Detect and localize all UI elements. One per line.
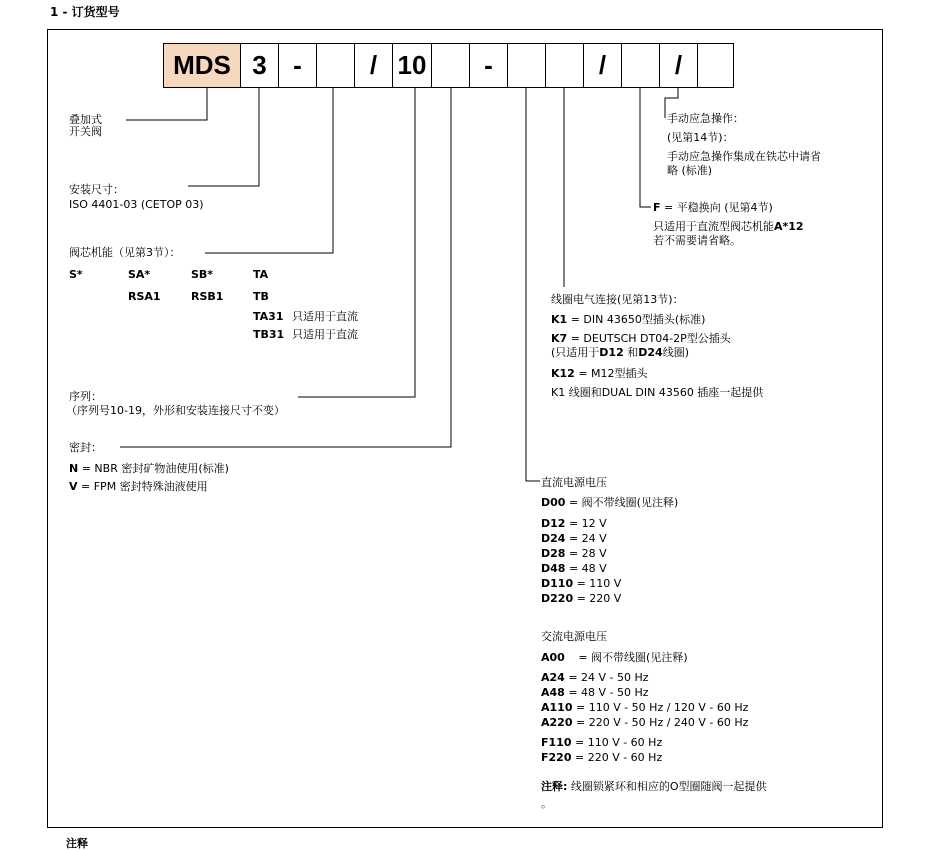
dc-value: = 24 V <box>568 532 607 545</box>
seal-v-code: V <box>69 480 78 493</box>
dc-row <box>541 547 607 560</box>
ac-value: = 48 V - 50 Hz <box>568 686 649 699</box>
dc-value: = 220 V <box>576 592 622 605</box>
ac-a00 <box>541 651 688 664</box>
note-label: 注释: <box>541 780 568 793</box>
ac-f-code: F110 <box>541 736 572 749</box>
spool-tb31: TB31 <box>253 328 285 341</box>
electrical-k7-note <box>551 346 689 359</box>
code-box-slash-3: / <box>659 43 698 88</box>
f-option-note-2: 若不需要请省略。 <box>653 234 741 247</box>
dc-value: = 12 V <box>568 517 607 530</box>
spool-sa: SA* <box>128 268 151 281</box>
dc-code: D24 <box>541 532 566 545</box>
spool-ta31: TA31 <box>253 310 284 323</box>
f-option-note-1-bold: A*12 <box>774 220 804 233</box>
f-option-note-1 <box>653 220 804 233</box>
dc-code: D110 <box>541 577 574 590</box>
ac-row <box>541 686 649 699</box>
seals-label: 密封： <box>69 441 102 454</box>
dc-row <box>541 577 621 590</box>
f-option-note-1-text: 只适用于直流型阀芯机能 <box>653 220 774 233</box>
dc-value: = 110 V <box>576 577 622 590</box>
dc-label: 直流电源电压 <box>541 476 607 489</box>
ac-row <box>541 701 748 714</box>
manual-ref: (见第14节)： <box>667 131 734 144</box>
ac-f-value: = 110 V - 60 Hz <box>574 736 663 749</box>
leader-valve-type <box>126 88 207 120</box>
note <box>541 780 767 793</box>
electrical-k1-code: K1 <box>551 313 568 326</box>
spool-rsa1: RSA1 <box>128 290 161 303</box>
electrical-label: 线圈电气连接(见第13节)： <box>551 293 684 306</box>
electrical-k1 <box>551 313 705 326</box>
leader-spool <box>205 88 333 253</box>
k7-note-b: D12 <box>599 346 624 359</box>
seal-v <box>69 480 208 493</box>
ac-f-value: = 220 V - 60 Hz <box>574 751 663 764</box>
ac-code: A24 <box>541 671 565 684</box>
code-box-size: 3 <box>240 43 279 88</box>
ac-f-code: F220 <box>541 751 572 764</box>
electrical-k1-dual: K1 线圈和DUAL DIN 43560 插座一起提供 <box>551 386 764 399</box>
k7-note-e: 线圈) <box>662 346 689 359</box>
section-heading: 1 - 订货型号 <box>50 5 120 19</box>
ac-label: 交流电源电压 <box>541 630 607 643</box>
note-text: 线圈锁紧环和相应的O型圈随阀一起提供 <box>567 780 767 793</box>
electrical-k12-text: = M12型插头 <box>578 367 648 380</box>
k7-note-d: D24 <box>638 346 663 359</box>
electrical-k7-code: K7 <box>551 332 568 345</box>
ac-a00-code: A00 <box>541 651 565 664</box>
ac-f-row <box>541 736 662 749</box>
dc-code: D28 <box>541 547 566 560</box>
dc-row <box>541 517 607 530</box>
leader-series <box>298 88 415 397</box>
seal-n-text: = NBR 密封矿物油使用(标准) <box>81 462 229 475</box>
dc-d00-text: = 阀不带线圈(见注释) <box>568 496 679 509</box>
electrical-k7 <box>551 332 731 345</box>
code-box-mds: MDS <box>163 43 241 88</box>
leader-seals <box>120 88 451 447</box>
code-box-slash-1: / <box>354 43 393 88</box>
spool-tb31-note: 只适用于直流 <box>292 328 358 341</box>
manual-desc-2: 略 (标准) <box>667 164 713 177</box>
spool-rsb1: RSB1 <box>191 290 224 303</box>
footer-partial-text: 注释 <box>66 837 88 850</box>
k7-note-a: (只适用于 <box>551 346 600 359</box>
leader-f-option <box>640 88 651 207</box>
electrical-k1-text: = DIN 43650型插头(标准) <box>570 313 706 326</box>
dc-d00 <box>541 496 678 509</box>
dc-value: = 28 V <box>568 547 607 560</box>
leader-size <box>188 88 259 186</box>
code-box-series: 10 <box>392 43 432 88</box>
dc-value: = 48 V <box>568 562 607 575</box>
ac-a00-text: = 阀不带线圈(见注释) <box>578 651 688 664</box>
electrical-k12-code: K12 <box>551 367 575 380</box>
k7-note-c: 和 <box>623 346 639 359</box>
spool-s: S* <box>69 268 83 281</box>
size-label: 安装尺寸： <box>69 183 124 196</box>
ac-row <box>541 671 649 684</box>
ac-row <box>541 716 748 729</box>
manual-label: 手动应急操作： <box>667 112 744 125</box>
dc-code: D48 <box>541 562 566 575</box>
dc-row <box>541 562 607 575</box>
dc-row <box>541 532 607 545</box>
ac-f-row <box>541 751 662 764</box>
f-option <box>653 201 773 214</box>
seal-n <box>69 462 229 475</box>
seal-v-text: = FPM 密封特殊油液使用 <box>81 480 208 493</box>
size-value: ISO 4401-03 (CETOP 03) <box>69 198 204 211</box>
ac-code: A220 <box>541 716 573 729</box>
dc-d00-code: D00 <box>541 496 566 509</box>
series-note: （序列号10-19，外形和安装连接尺寸不变） <box>66 404 285 417</box>
spool-label: 阀芯机能（见第3节）： <box>69 246 181 259</box>
code-box-dash-2: - <box>469 43 508 88</box>
valve-type-line2: 开关阀 <box>69 125 102 138</box>
seal-n-code: N <box>69 462 79 475</box>
leader-voltage <box>526 88 540 481</box>
ac-value: = 220 V - 50 Hz / 240 V - 60 Hz <box>575 716 749 729</box>
ac-code: A110 <box>541 701 573 714</box>
note-tail: 。 <box>541 797 552 810</box>
spool-tb: TB <box>253 290 269 303</box>
spool-sb: SB* <box>191 268 214 281</box>
electrical-k12 <box>551 367 648 380</box>
ac-value: = 110 V - 50 Hz / 120 V - 60 Hz <box>575 701 749 714</box>
dc-row <box>541 592 621 605</box>
spool-ta: TA <box>253 268 269 281</box>
spool-ta31-note: 只适用于直流 <box>292 310 358 323</box>
electrical-k7-text: = DEUTSCH DT04-2P型公插头 <box>570 332 731 345</box>
f-option-code: F <box>653 201 661 214</box>
manual-desc-1: 手动应急操作集成在铁芯中请省 <box>667 150 821 163</box>
dc-code: D12 <box>541 517 566 530</box>
ac-value: = 24 V - 50 Hz <box>568 671 649 684</box>
dc-code: D220 <box>541 592 574 605</box>
code-box-dash-1: - <box>278 43 317 88</box>
code-box-slash-2: / <box>583 43 622 88</box>
valve-type-line1: 叠加式 <box>69 113 102 126</box>
f-option-text: = 平稳换向 (见第4节) <box>664 201 773 214</box>
ac-code: A48 <box>541 686 565 699</box>
series-label: 序列： <box>69 390 102 403</box>
